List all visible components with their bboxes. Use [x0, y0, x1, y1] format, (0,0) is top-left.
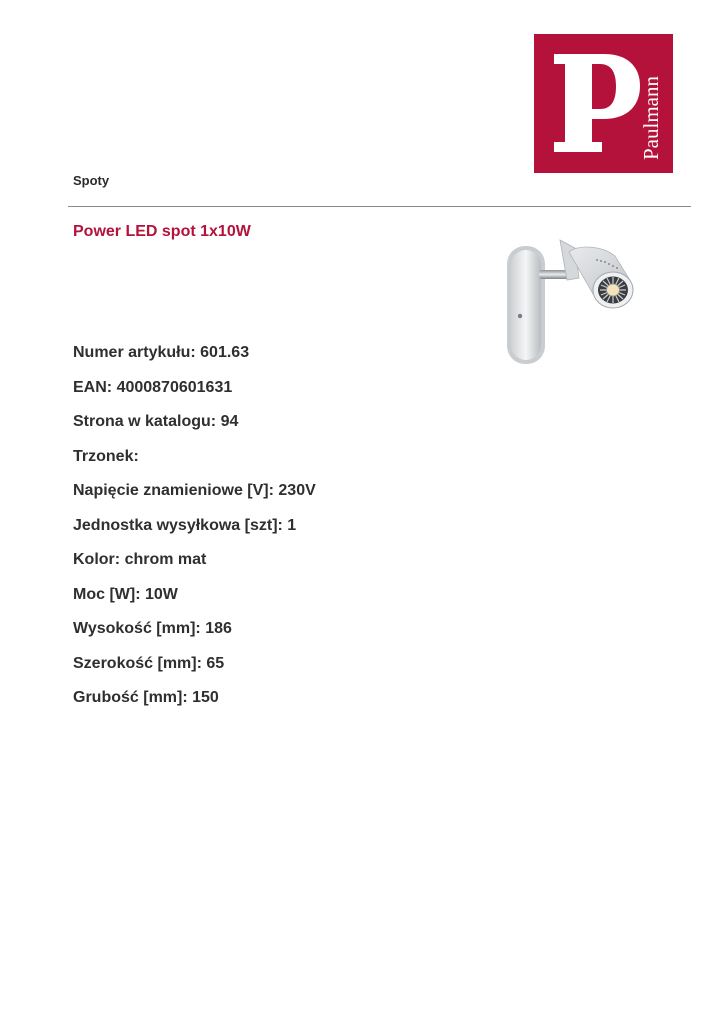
spec-label: EAN: [73, 378, 113, 396]
spec-value: 10W [144, 585, 178, 603]
spec-value: chrom mat [124, 551, 207, 568]
spec-item-shipping-unit [73, 517, 316, 552]
spec-value: 94 [220, 413, 239, 430]
spec-value: 186 [205, 620, 232, 637]
spec-item-color [73, 551, 316, 586]
brand-wordmark: Paulmann [639, 76, 663, 160]
spec-item-height [73, 620, 316, 655]
spec-item-width [73, 655, 316, 690]
spec-item-ean [73, 379, 316, 414]
spec-value: 4000870601631 [116, 378, 233, 396]
spec-label: Wysokość [mm]: [73, 620, 201, 637]
paulmann-logo-mark [534, 34, 673, 173]
spec-label: Jednostka wysyłkowa [szt]: [73, 516, 283, 534]
spec-item-depth [73, 689, 316, 724]
spec-item-voltage [73, 482, 316, 517]
category-label: Spoty [73, 173, 110, 188]
spec-item-power [73, 586, 316, 621]
spec-value: 1 [287, 516, 297, 534]
spec-value: 65 [206, 654, 225, 672]
spec-value: 150 [192, 689, 219, 706]
spec-label: Kolor: [73, 551, 121, 568]
spec-label: Moc [W]: [73, 585, 141, 603]
spec-label: Trzonek: [73, 447, 139, 465]
product-title: Power LED spot 1x10W [73, 223, 251, 240]
spec-label: Numer artykułu: [73, 344, 196, 361]
spec-label: Szerokość [mm]: [73, 654, 202, 672]
spec-value: 230V [278, 482, 316, 499]
spotlight-illustration [505, 234, 645, 368]
product-image [505, 234, 645, 368]
spec-item-catalog-page [73, 413, 316, 448]
header-divider [68, 206, 691, 207]
spec-label: Napięcie znamieniowe [V]: [73, 482, 274, 499]
spec-item-article-number [73, 344, 316, 379]
spec-item-socket [73, 448, 316, 483]
spec-label: Grubość [mm]: [73, 689, 188, 706]
spec-list [73, 344, 316, 724]
spec-value: 601.63 [200, 344, 250, 361]
brand-logo [534, 34, 673, 173]
spec-label: Strona w katalogu: [73, 413, 217, 430]
